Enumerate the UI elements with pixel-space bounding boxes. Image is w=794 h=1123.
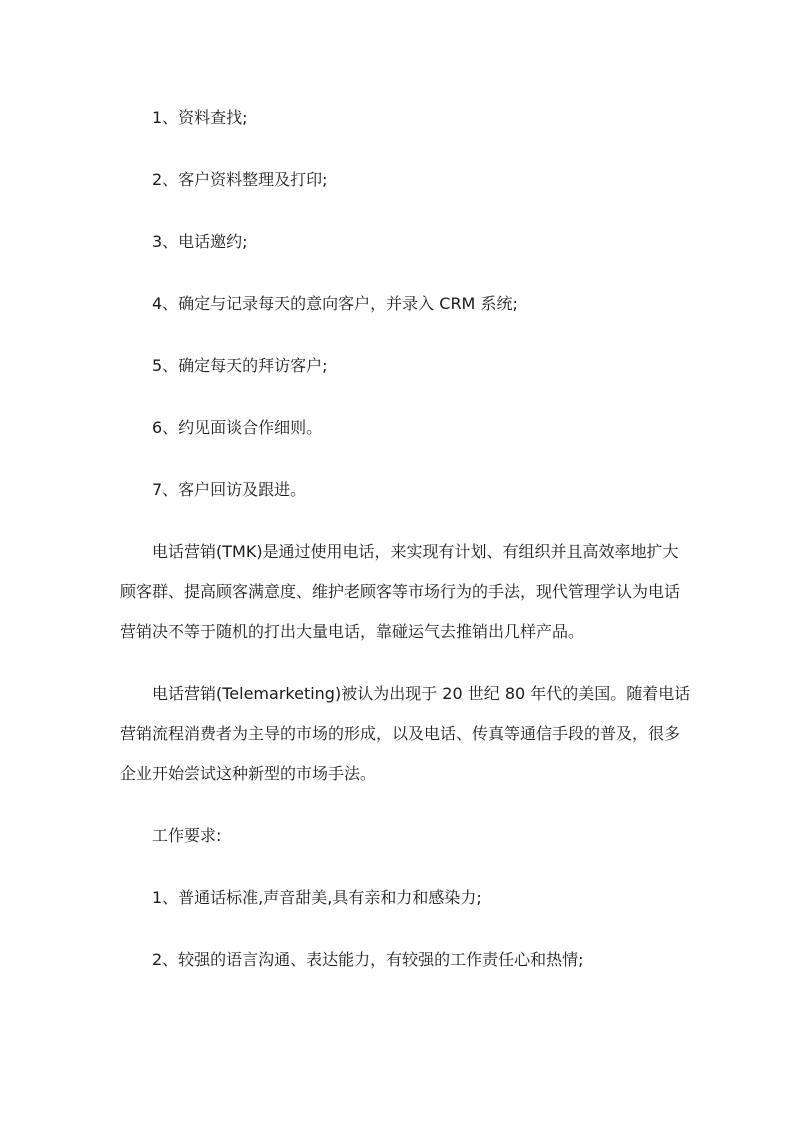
requirements-heading: 工作要求:	[152, 826, 222, 845]
requirement-item: 2、较强的语言沟通、表达能力，有较强的工作责任心和热情;	[152, 950, 584, 969]
paragraph-line: 电话营销(Telemarketing)被认为出现于 20 世纪 80 年代的美国。随着电话	[152, 684, 691, 703]
paragraph-line: 电话营销(TMK)是通过使用电话，来实现有计划、有组织并且高效率地扩大	[152, 542, 679, 561]
step-item: 5、确定每天的拜访客户;	[152, 356, 328, 375]
paragraph-tmk-definition	[120, 532, 680, 652]
paragraph-line: 营销流程消费者为主导的市场的形成，以及电话、传真等通信手段的普及，很多	[120, 724, 681, 743]
step-item: 1、资料查找;	[152, 108, 248, 127]
paragraph-line: 营销决不等于随机的打出大量电话，靠碰运气去推销出几样产品。	[120, 622, 585, 641]
paragraph-line: 企业开始尝试这种新型的市场手法。	[120, 764, 377, 783]
step-item: 6、约见面谈合作细则。	[152, 418, 323, 437]
paragraph-telemarketing-history	[120, 674, 691, 794]
document-body	[120, 98, 691, 1002]
paragraph-line: 顾客群、提高顾客满意度、维护老顾客等市场行为的手法，现代管理学认为电话	[120, 582, 681, 601]
step-item: 3、电话邀约;	[152, 232, 248, 251]
step-item: 4、确定与记录每天的意向客户，并录入 CRM 系统;	[152, 294, 518, 313]
requirement-item: 1、普通话标准,声音甜美,具有亲和力和感染力;	[152, 888, 482, 907]
step-item: 7、客户回访及跟进。	[152, 480, 307, 499]
step-item: 2、客户资料整理及打印;	[152, 170, 328, 189]
